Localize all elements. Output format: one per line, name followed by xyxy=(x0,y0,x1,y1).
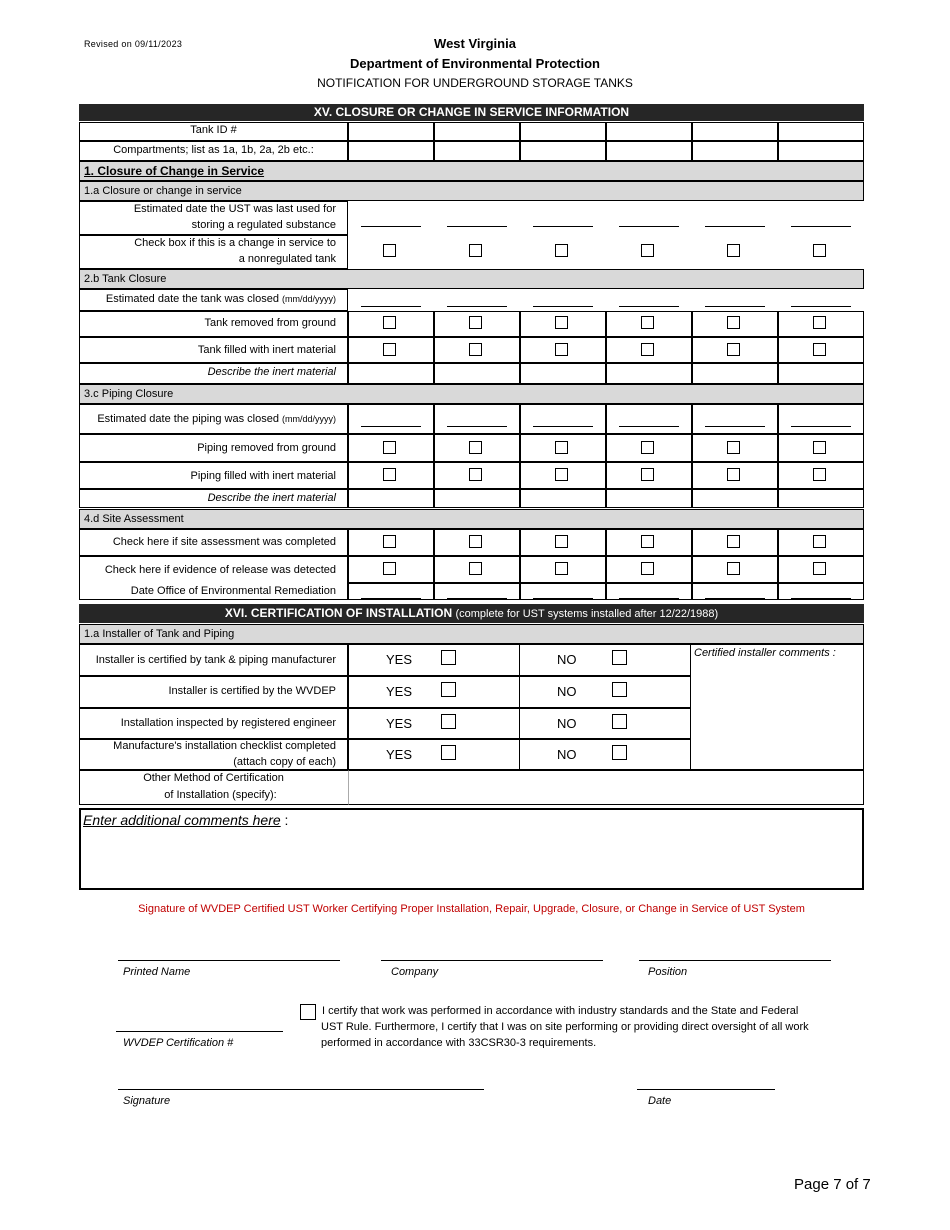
piping-closed-date-line-4[interactable] xyxy=(619,426,679,427)
change-service-line1: Check box if this is a change in service to xyxy=(134,237,336,249)
certify-checkbox[interactable] xyxy=(300,1004,316,1020)
checklist-completed-no-checkbox[interactable] xyxy=(612,745,627,760)
checklist-completed-label-1: Manufacture's installation checklist completed xyxy=(113,740,336,752)
wvdep-certified-yes-cell xyxy=(348,676,520,708)
tank-id-cell-2[interactable] xyxy=(434,122,520,141)
tank-filled-checkbox-3[interactable] xyxy=(555,343,568,356)
tank-filled-checkbox-1[interactable] xyxy=(383,343,396,356)
installer-comments-label: Certified installer comments : xyxy=(694,647,836,659)
release-detected-checkbox-5[interactable] xyxy=(727,562,740,575)
compartments-cell-4[interactable] xyxy=(606,141,692,161)
change-service-checkbox-3[interactable] xyxy=(555,244,568,257)
piping-filled-checkbox-1[interactable] xyxy=(383,468,396,481)
engineer-inspected-yes-checkbox[interactable] xyxy=(441,714,456,729)
release-detected-checkbox-3[interactable] xyxy=(555,562,568,575)
tank-describe-cell-3[interactable] xyxy=(520,363,606,384)
engineer-inspected-yes-cell xyxy=(348,708,520,739)
certification-title-sub: (complete for UST systems installed after 12/22/1988) xyxy=(455,608,719,620)
piping-filled-checkbox-5[interactable] xyxy=(727,468,740,481)
department-title: Department of Environmental Protection xyxy=(350,56,600,71)
change-service-checkbox-4[interactable] xyxy=(641,244,654,257)
signature-instruction: Signature of WVDEP Certified UST Worker Certifying Proper Installation, Repair, Upgrade, Closure, or Change in Service of UST System xyxy=(138,903,805,915)
last-used-date-line-6[interactable] xyxy=(791,226,851,227)
manufacturer-certified-yes-cell xyxy=(348,644,520,676)
piping-describe-label: Describe the inert material xyxy=(207,492,336,504)
compartments-cell-6[interactable] xyxy=(778,141,864,161)
last-used-date-line-4[interactable] xyxy=(619,226,679,227)
piping-removed-checkbox-1[interactable] xyxy=(383,441,396,454)
piping-closed-cell-6 xyxy=(778,404,864,434)
closure-section1-title: 1. Closure of Change in Service xyxy=(79,161,864,181)
closure-subsection-b: 2.b Tank Closure xyxy=(79,269,864,289)
piping-describe-cell-5[interactable] xyxy=(692,489,778,508)
piping-describe-cell-3[interactable] xyxy=(520,489,606,508)
last-used-line2: storing a regulated substance xyxy=(191,219,336,231)
site-assessment-checkbox-6[interactable] xyxy=(813,535,826,548)
piping-removed-checkbox-4[interactable] xyxy=(641,441,654,454)
tank-id-cell-3[interactable] xyxy=(520,122,606,141)
tank-closed-label xyxy=(79,293,348,305)
certification-title-text: XVI. CERTIFICATION OF INSTALLATION xyxy=(224,606,453,620)
company-label: Company xyxy=(391,966,439,978)
piping-removed-checkbox-3[interactable] xyxy=(555,441,568,454)
wvdep-certified-no-label: NO xyxy=(557,684,577,699)
checklist-completed-yes-checkbox[interactable] xyxy=(441,745,456,760)
tank-closed-date-line-2[interactable] xyxy=(447,306,507,307)
tank-describe-cell-4[interactable] xyxy=(606,363,692,384)
signature-label: Signature xyxy=(123,1095,171,1107)
form-title: NOTIFICATION FOR UNDERGROUND STORAGE TANKS xyxy=(317,76,633,90)
last-used-date-line-2[interactable] xyxy=(447,226,507,227)
site-assessment-checkbox-1[interactable] xyxy=(383,535,396,548)
piping-closed-date-line-2[interactable] xyxy=(447,426,507,427)
checklist-completed-no-cell xyxy=(519,739,691,770)
certification-section-title xyxy=(79,604,864,623)
position-line[interactable] xyxy=(639,960,831,961)
tank-closed-date-line-1[interactable] xyxy=(361,306,421,307)
change-service-checkbox-5[interactable] xyxy=(727,244,740,257)
tank-id-cell-6[interactable] xyxy=(778,122,864,141)
wvdep-certified-yes-checkbox[interactable] xyxy=(441,682,456,697)
piping-closed-cell-4 xyxy=(606,404,692,434)
tank-id-cell-5[interactable] xyxy=(692,122,778,141)
piping-describe-cell-1[interactable] xyxy=(348,489,434,508)
checklist-completed-yes-label: YES xyxy=(386,747,413,762)
date-line[interactable] xyxy=(637,1089,775,1090)
tank-describe-cell-6[interactable] xyxy=(778,363,864,384)
compartments-cell-3[interactable] xyxy=(520,141,606,161)
tank-closed-date-line-4[interactable] xyxy=(619,306,679,307)
checklist-completed-yes-cell xyxy=(348,739,520,770)
last-used-date-line-5[interactable] xyxy=(705,226,765,227)
piping-closed-label xyxy=(79,413,348,425)
date-office-date-line-3[interactable] xyxy=(533,598,593,599)
site-assessment-checkbox-5[interactable] xyxy=(727,535,740,548)
closure-section-title: XV. CLOSURE OR CHANGE IN SERVICE INFORMATION xyxy=(79,104,864,121)
tank-filled-label: Tank filled with inert material xyxy=(197,344,336,356)
tank-removed-checkbox-1[interactable] xyxy=(383,316,396,329)
compartments-cell-2[interactable] xyxy=(434,141,520,161)
additional-comments-heading xyxy=(83,812,288,828)
date-office-date-line-4[interactable] xyxy=(619,598,679,599)
tank-id-cell-4[interactable] xyxy=(606,122,692,141)
certify-statement-line3: performed in accordance with 33CSR30-3 requirements. xyxy=(321,1037,597,1048)
piping-closed-date-line-6[interactable] xyxy=(791,426,851,427)
installer-subsection: 1.a Installer of Tank and Piping xyxy=(79,624,864,644)
last-used-date-line-1[interactable] xyxy=(361,226,421,227)
manufacturer-certified-yes-label: YES xyxy=(386,652,413,667)
printed-name-label: Printed Name xyxy=(123,966,191,978)
tank-closed-date-line-6[interactable] xyxy=(791,306,851,307)
tank-id-cell-1[interactable] xyxy=(348,122,434,141)
piping-closed-format: (mm/dd/yyyy) xyxy=(282,414,336,424)
tank-filled-checkbox-5[interactable] xyxy=(727,343,740,356)
piping-describe-cell-2[interactable] xyxy=(434,489,520,508)
state-title: West Virginia xyxy=(434,36,516,51)
date-office-date-line-2[interactable] xyxy=(447,598,507,599)
engineer-inspected-no-cell xyxy=(519,708,691,739)
closure-subsection-a: 1.a Closure or change in service xyxy=(79,181,864,201)
tank-removed-checkbox-6[interactable] xyxy=(813,316,826,329)
certification-number-line[interactable] xyxy=(116,1031,283,1032)
installer-comments-box[interactable] xyxy=(690,644,864,770)
other-method-line1: Other Method of Certification xyxy=(143,772,284,784)
piping-removed-checkbox-6[interactable] xyxy=(813,441,826,454)
certify-statement-line2: UST Rule. Furthermore, I certify that I was on site performing or providing direct oversight of all work xyxy=(321,1021,809,1033)
checklist-completed-no-label: NO xyxy=(557,747,577,762)
site-assessment-checkbox-3[interactable] xyxy=(555,535,568,548)
site-assessment-checkbox-2[interactable] xyxy=(469,535,482,548)
tank-describe-label: Describe the inert material xyxy=(207,366,336,378)
wvdep-certified-no-cell xyxy=(519,676,691,708)
additional-comments-label: Enter additional comments here xyxy=(83,812,281,828)
wvdep-certified-yes-label: YES xyxy=(386,684,413,699)
engineer-inspected-no-label: NO xyxy=(557,716,577,731)
tank-closed-date-line-3[interactable] xyxy=(533,306,593,307)
company-line[interactable] xyxy=(381,960,603,961)
tank-closed-date-line-5[interactable] xyxy=(705,306,765,307)
release-detected-checkbox-1[interactable] xyxy=(383,562,396,575)
date-label: Date xyxy=(648,1095,672,1107)
change-service-checkbox-6[interactable] xyxy=(813,244,826,257)
release-detected-checkbox-6[interactable] xyxy=(813,562,826,575)
manufacturer-certified-label-1: Installer is certified by tank & piping manufacturer xyxy=(95,654,336,666)
tank-filled-checkbox-4[interactable] xyxy=(641,343,654,356)
release-detected-label: Check here if evidence of release was detected xyxy=(104,564,336,576)
manufacturer-certified-no-cell xyxy=(519,644,691,676)
piping-removed-label: Piping removed from ground xyxy=(197,442,336,454)
change-service-checkbox-1[interactable] xyxy=(383,244,396,257)
tank-id-label: Tank ID # xyxy=(190,124,237,136)
tank-filled-checkbox-6[interactable] xyxy=(813,343,826,356)
compartments-label: Compartments; list as 1a, 1b, 2a, 2b etc.: xyxy=(113,144,314,156)
position-label: Position xyxy=(648,966,688,978)
last-used-date-line-3[interactable] xyxy=(533,226,593,227)
site-assessment-label: Check here if site assessment was completed xyxy=(112,536,336,548)
compartments-cell-1[interactable] xyxy=(348,141,434,161)
last-used-line1: Estimated date the UST was last used for xyxy=(133,203,336,215)
piping-closed-date-line-1[interactable] xyxy=(361,426,421,427)
piping-closed-date-line-5[interactable] xyxy=(705,426,765,427)
tank-removed-checkbox-2[interactable] xyxy=(469,316,482,329)
closure-subsection-d: 4.d Site Assessment xyxy=(79,509,864,529)
other-method-input[interactable] xyxy=(348,770,864,805)
tank-closed-text: Estimated date the tank was closed xyxy=(105,293,279,305)
date-office-label: Date Office of Environmental Remediation xyxy=(130,585,336,597)
piping-removed-checkbox-5[interactable] xyxy=(727,441,740,454)
date-office-date-line-6[interactable] xyxy=(791,598,851,599)
certification-number-label: WVDEP Certification # xyxy=(123,1037,234,1049)
other-method-line2: of Installation (specify): xyxy=(164,789,277,801)
piping-filled-checkbox-2[interactable] xyxy=(469,468,482,481)
compartments-cell-5[interactable] xyxy=(692,141,778,161)
additional-comments-box[interactable] xyxy=(79,808,864,890)
piping-filled-checkbox-3[interactable] xyxy=(555,468,568,481)
change-service-checkbox-2[interactable] xyxy=(469,244,482,257)
engineer-inspected-yes-label: YES xyxy=(386,716,413,731)
site-assessment-checkbox-4[interactable] xyxy=(641,535,654,548)
tank-describe-cell-2[interactable] xyxy=(434,363,520,384)
additional-comments-colon: : xyxy=(280,812,289,828)
piping-closed-date-line-3[interactable] xyxy=(533,426,593,427)
printed-name-line[interactable] xyxy=(118,960,340,961)
release-detected-checkbox-2[interactable] xyxy=(469,562,482,575)
tank-removed-label: Tank removed from ground xyxy=(204,317,336,329)
piping-closed-cell-3 xyxy=(520,404,606,434)
tank-describe-cell-5[interactable] xyxy=(692,363,778,384)
piping-closed-cell-2 xyxy=(434,404,520,434)
change-service-line2: a nonregulated tank xyxy=(238,253,336,265)
engineer-inspected-label-1: Installation inspected by registered engineer xyxy=(120,717,336,729)
tank-removed-checkbox-5[interactable] xyxy=(727,316,740,329)
tank-removed-checkbox-3[interactable] xyxy=(555,316,568,329)
piping-describe-cell-6[interactable] xyxy=(778,489,864,508)
tank-describe-cell-1[interactable] xyxy=(348,363,434,384)
manufacturer-certified-no-checkbox[interactable] xyxy=(612,650,627,665)
piping-filled-label: Piping filled with inert material xyxy=(190,470,336,482)
wvdep-certified-no-checkbox[interactable] xyxy=(612,682,627,697)
signature-line[interactable] xyxy=(118,1089,484,1090)
piping-closed-text: Estimated date the piping was closed xyxy=(97,413,279,425)
wvdep-certified-label-1: Installer is certified by the WVDEP xyxy=(168,685,336,697)
release-detected-checkbox-4[interactable] xyxy=(641,562,654,575)
certify-statement-line1: I certify that work was performed in accordance with industry standards and the State and Federal xyxy=(322,1005,799,1017)
piping-removed-checkbox-2[interactable] xyxy=(469,441,482,454)
tank-filled-checkbox-2[interactable] xyxy=(469,343,482,356)
engineer-inspected-no-checkbox[interactable] xyxy=(612,714,627,729)
page-number: Page 7 of 7 xyxy=(794,1176,871,1193)
piping-closed-cell-1 xyxy=(348,404,434,434)
manufacturer-certified-no-label: NO xyxy=(557,652,577,667)
revised-date: Revised on 09/11/2023 xyxy=(84,39,183,49)
manufacturer-certified-yes-checkbox[interactable] xyxy=(441,650,456,665)
closure-subsection-c: 3.c Piping Closure xyxy=(79,384,864,404)
tank-removed-checkbox-4[interactable] xyxy=(641,316,654,329)
piping-filled-checkbox-6[interactable] xyxy=(813,468,826,481)
checklist-completed-label-2: (attach copy of each) xyxy=(233,756,336,768)
piping-describe-cell-4[interactable] xyxy=(606,489,692,508)
tank-closed-format: (mm/dd/yyyy) xyxy=(282,294,336,304)
piping-filled-checkbox-4[interactable] xyxy=(641,468,654,481)
date-office-date-line-1[interactable] xyxy=(361,598,421,599)
date-office-date-line-5[interactable] xyxy=(705,598,765,599)
piping-closed-cell-5 xyxy=(692,404,778,434)
